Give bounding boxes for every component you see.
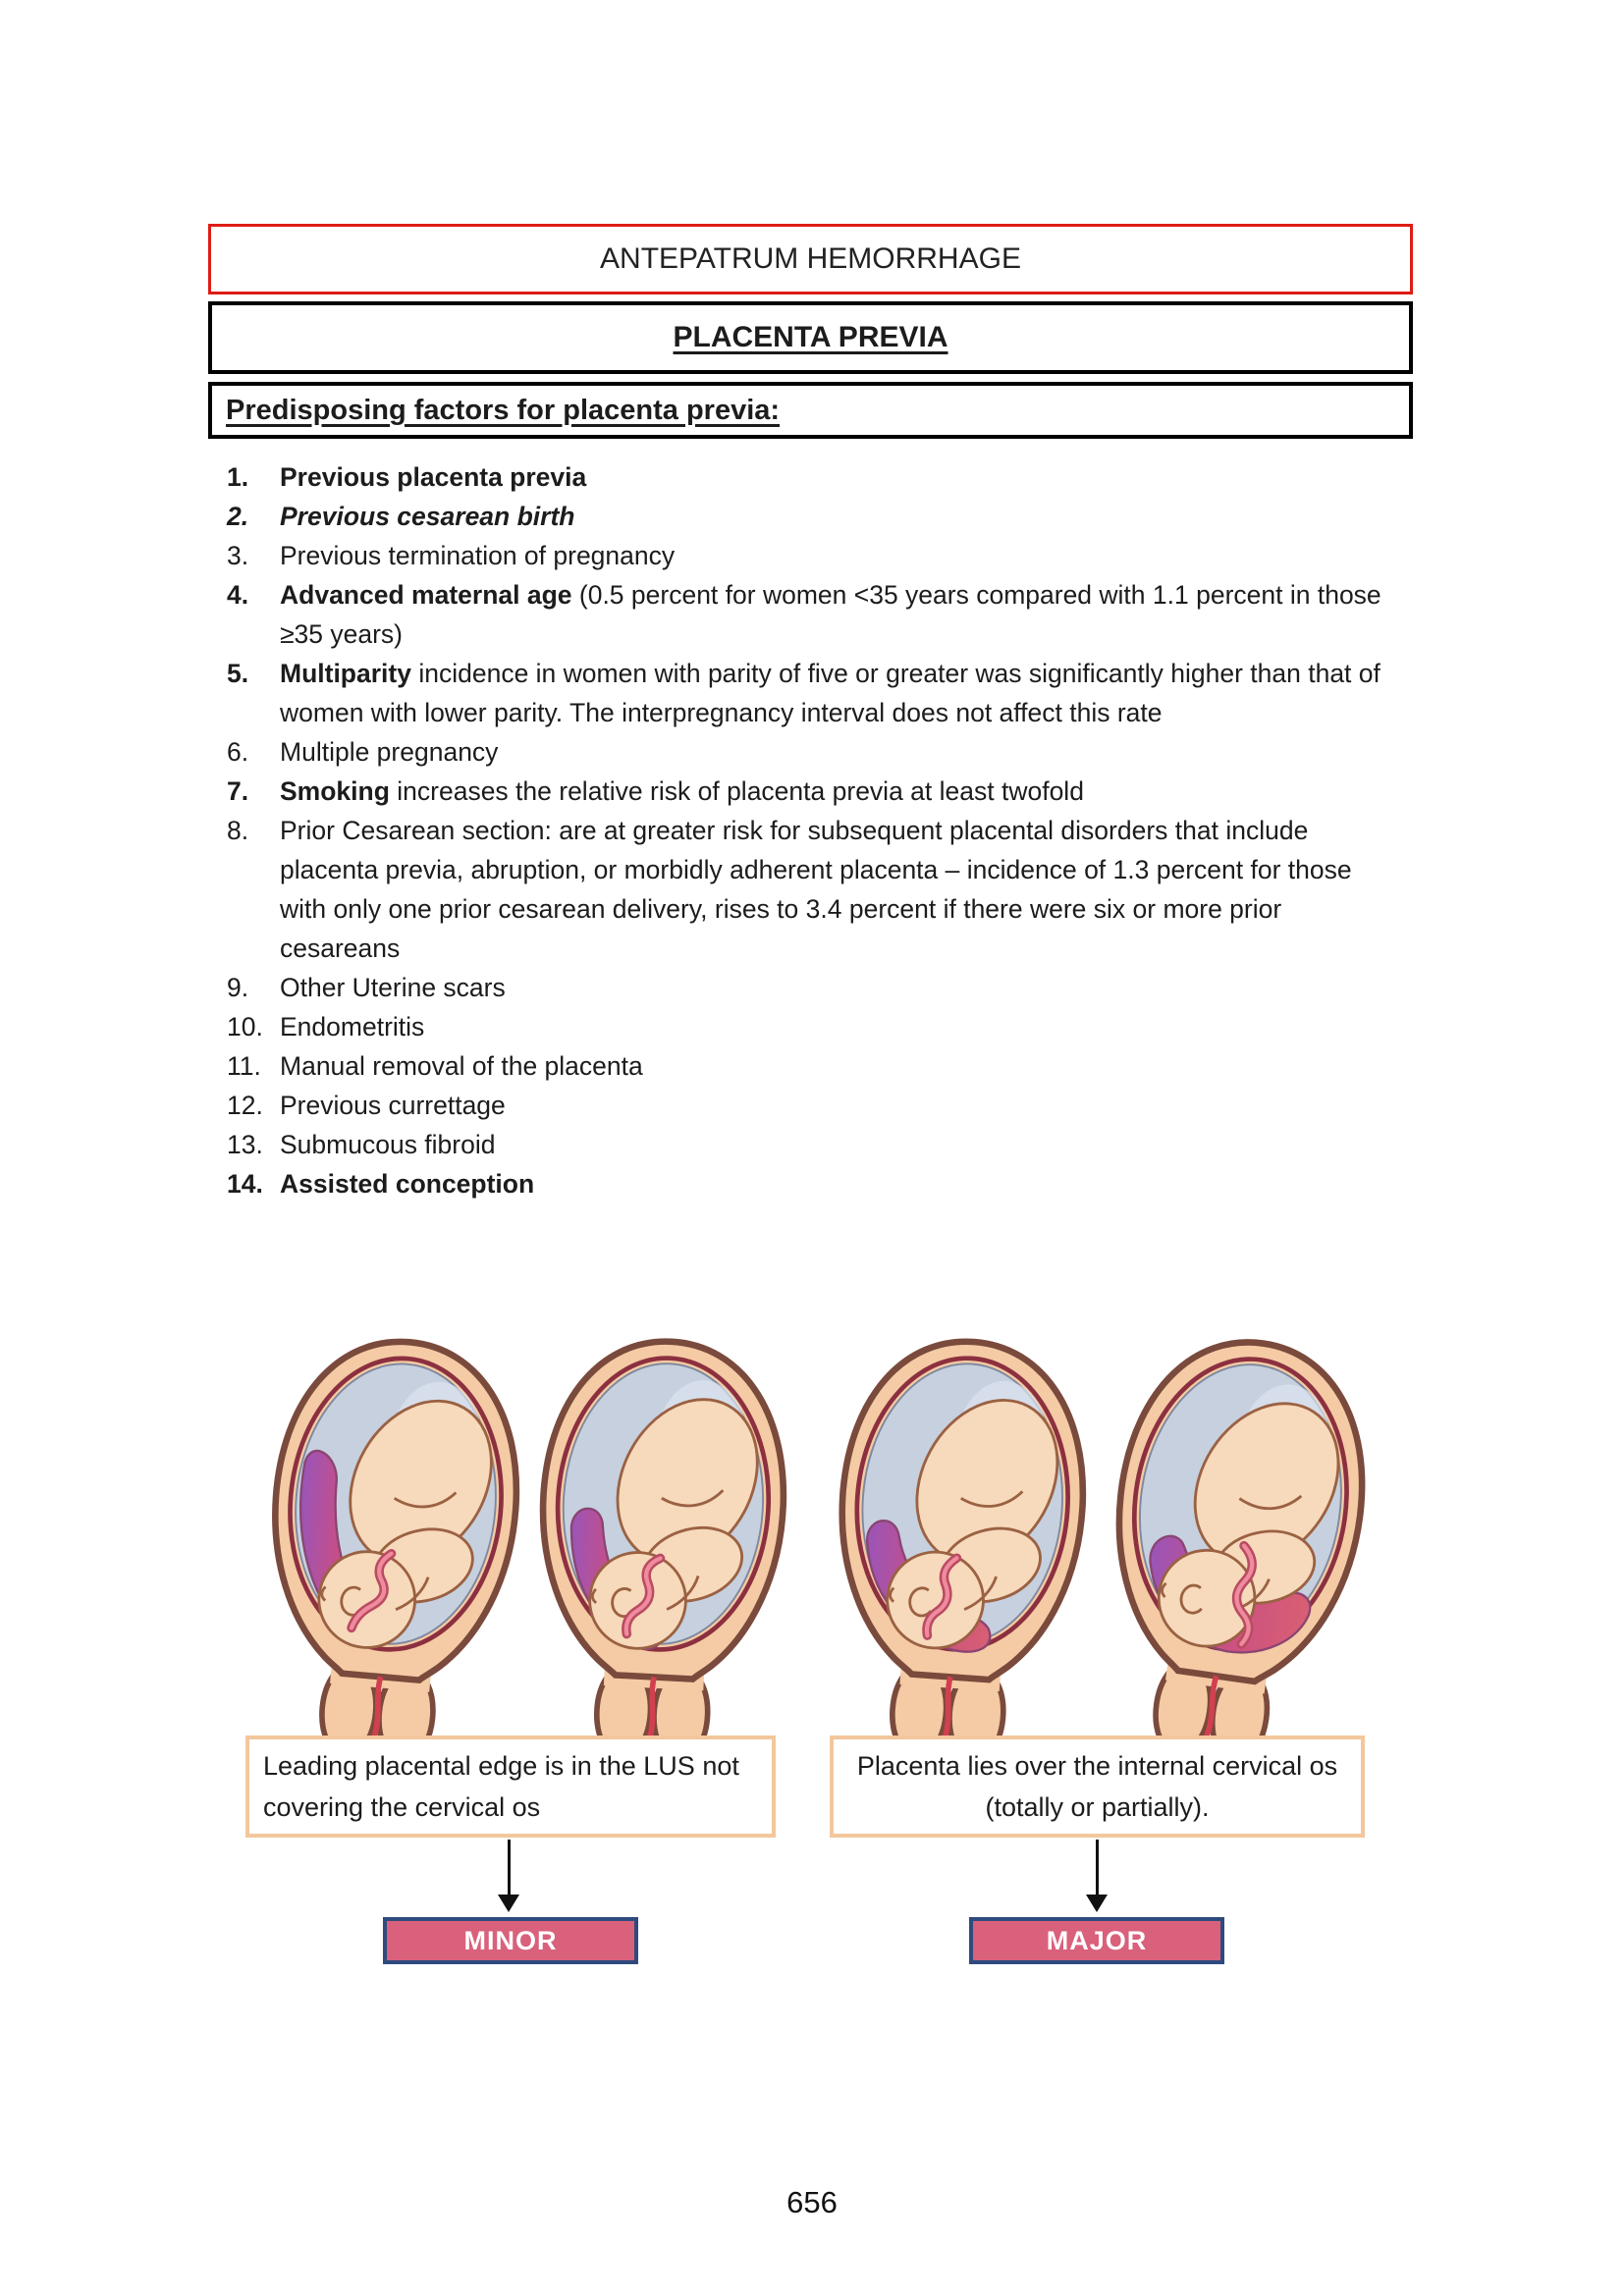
factor-item-1: 1. Previous placenta previa bbox=[227, 462, 587, 492]
uterus-illustration-low-lying bbox=[253, 1327, 530, 1771]
factor-item-6: 6. Multiple pregnancy bbox=[227, 737, 499, 767]
factor-item-13: 13. Submucous fibroid bbox=[227, 1130, 496, 1159]
factor-item-12: 12. Previous currettage bbox=[227, 1091, 506, 1120]
predisposing-factors-list bbox=[227, 457, 1385, 1203]
section-title: PLACENTA PREVIA bbox=[673, 321, 948, 353]
arrow-down-icon bbox=[1084, 1840, 1110, 1916]
caption-major: Placenta lies over the internal cervical os (totally or partially). bbox=[830, 1735, 1365, 1838]
factor-item-10: 10. Endometritis bbox=[227, 1012, 425, 1041]
factor-item-4: 4. Advanced maternal age (0.5 percent for women <35 years compared with 1.1 percent in those ≥35 years) bbox=[227, 580, 1381, 649]
factor-item-11: 11. Manual removal of the placenta bbox=[227, 1051, 643, 1081]
factor-item-9: 9. Other Uterine scars bbox=[227, 973, 506, 1002]
factor-item-2: 2. Previous cesarean birth bbox=[227, 502, 575, 531]
main-title-box bbox=[208, 224, 1413, 294]
factor-item-5: 5. Multiparity incidence in women with parity of five or greater was significantly higher than that of women with lower parity. The interpregnancy interval does not affect this rate bbox=[227, 659, 1380, 727]
page-number: 656 bbox=[786, 2185, 838, 2219]
subsection-title: Predisposing factors for placenta previa: bbox=[226, 394, 781, 426]
uterus-illustration-marginal bbox=[522, 1327, 799, 1771]
uterus-illustration-complete-previa bbox=[1096, 1327, 1373, 1771]
factor-item-8: 8. Prior Cesarean section: are at greater risk for subsequent placental disorders that include placenta previa, abruption, or morbidly adherent placenta – incidence of 1.3 percent for those with only one prior cesarean delivery, rises to 3.4 percent if there were six or more prior cesareans bbox=[227, 816, 1352, 963]
arrow-down-icon bbox=[496, 1840, 521, 1916]
factor-item-14: 14. Assisted conception bbox=[227, 1169, 535, 1199]
factor-item-3: 3. Previous termination of pregnancy bbox=[227, 541, 676, 570]
factor-item-7: 7. Smoking increases the relative risk of placenta previa at least twofold bbox=[227, 776, 1084, 806]
caption-minor: Leading placental edge is in the LUS not covering the cervical os bbox=[245, 1735, 776, 1838]
uterus-illustration-partial-previa bbox=[821, 1327, 1098, 1771]
page-title: ANTEPATRUM HEMORRHAGE bbox=[600, 242, 1021, 275]
major-label: MAJOR bbox=[969, 1917, 1224, 1964]
subsection-title-box bbox=[208, 382, 1413, 439]
minor-label: MINOR bbox=[383, 1917, 638, 1964]
section-title-box bbox=[208, 301, 1413, 374]
